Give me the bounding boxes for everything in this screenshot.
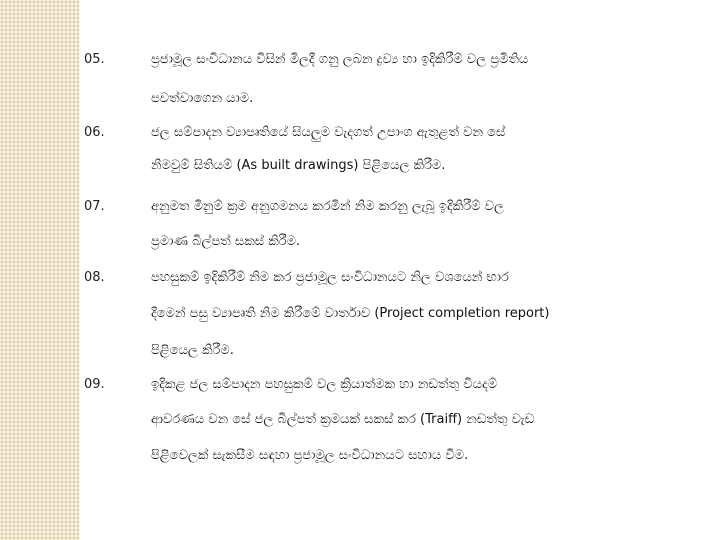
item-text-line: නිමවුම් සිතියම් (As built drawings) පිළියෙල කිරීම. <box>151 158 446 173</box>
item-text-line: පිළියෙල කිරීම. <box>151 343 234 358</box>
decorative-side-band <box>0 0 79 540</box>
item-number: 09. <box>84 377 105 392</box>
item-text-line: ඉදිකළ ජල සම්පාදන පහසුකම් වල ක්‍රියාත්මක හා නඩත්තු වියදම් <box>151 377 498 392</box>
item-number: 05. <box>84 52 105 67</box>
item-text-line: ආවරණය වන සේ ජල බිල්පත් ක්‍රමයක් සකස් කර (Traiff) නඩත්තු වැඩ <box>151 412 535 427</box>
item-number: 06. <box>84 125 105 140</box>
item-number: 08. <box>84 270 105 285</box>
item-text-line: ප්‍රමාණ බිල්පත් සකස් කිරීම. <box>151 234 301 249</box>
item-text-line: ප්‍රජාමූල සංවිධානය විසින් මිලදී ගනු ලබන ද්‍රව්‍ය හා ඉදිකිරීම් වල ප්‍රමිතිය <box>151 52 529 67</box>
item-text-line: දීමෙන් පසු ව්‍යාපෘති නිම කිරීමේ වාර්තාව (Project completion report) <box>151 306 550 321</box>
item-text-line: පවත්වාගෙන යාම. <box>151 91 254 106</box>
item-text-line: පිළිවෙලක් සැකසීම සඳහා ප්‍රජාමූල සංවිධානයට සහාය වීම. <box>151 448 469 463</box>
item-text-line: පහසුකම් ඉදිකිරීම් නිම කර ප්‍රජාමූල සංවිධානයට නිල වශයෙන් භාර <box>151 270 509 285</box>
item-number: 07. <box>84 199 105 214</box>
item-text-line: අනුමත මිනුම් ක්‍රම අනුගමනය කරමින් නිම කරනු ලැබූ ඉදිකිරීම් වල <box>151 199 504 214</box>
item-text-line: ජල සම්පාදන ව්‍යාපෘතියේ සියලුම වැදගත් උපාංග ඇතුළත් වන සේ <box>151 125 506 140</box>
